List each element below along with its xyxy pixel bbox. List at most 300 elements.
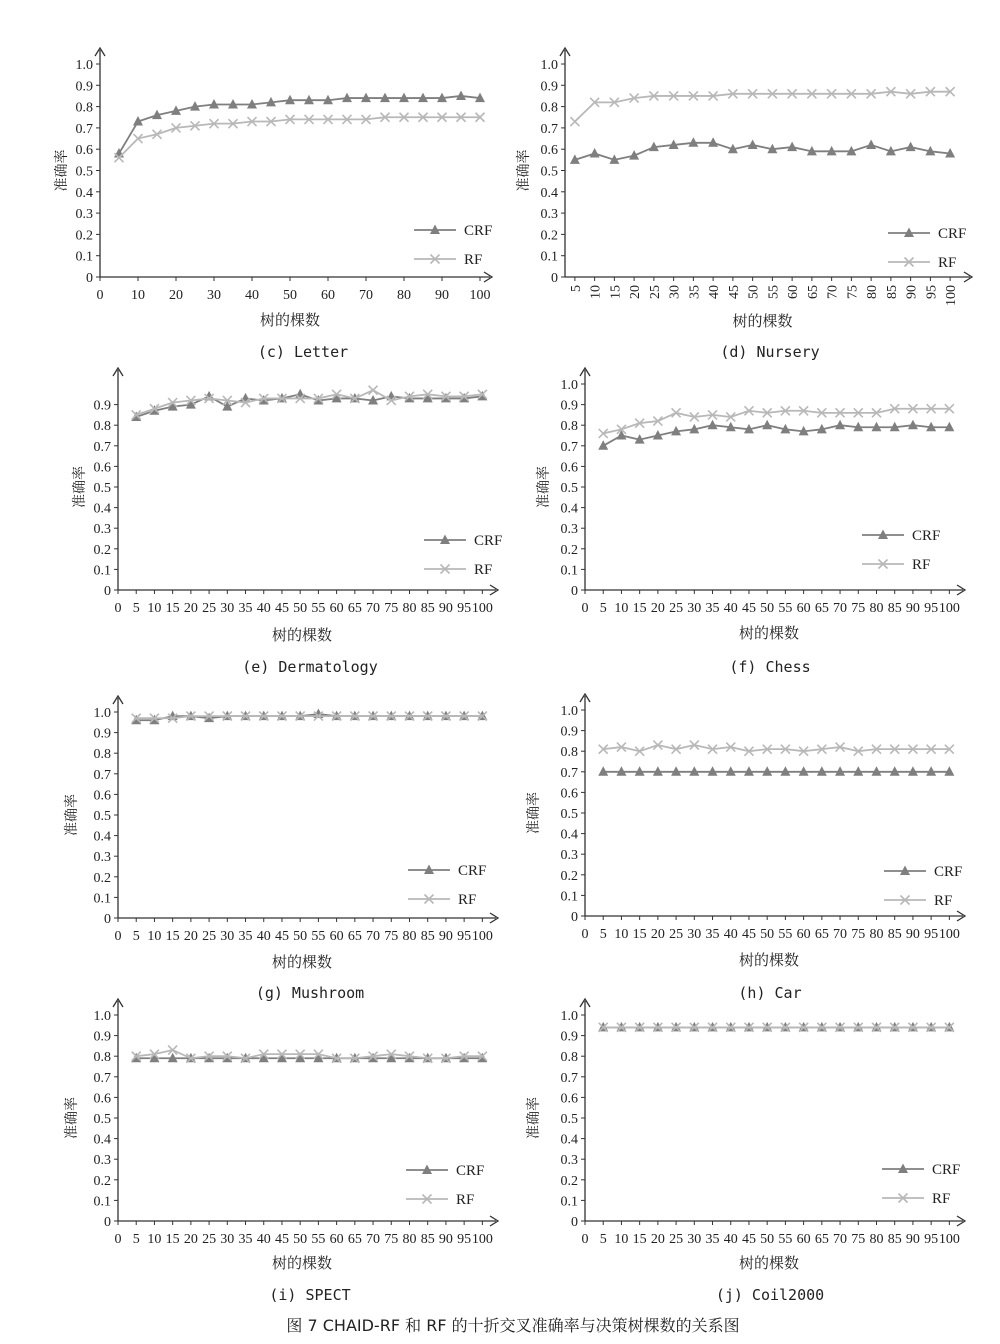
x-tick-label: 60 <box>329 1232 344 1247</box>
y-tick-label: 0.1 <box>93 1194 111 1210</box>
x-tick-label: 70 <box>833 927 848 942</box>
y-tick-label: 0.6 <box>93 788 111 804</box>
x-tick-label: 50 <box>293 601 308 616</box>
x-tick-label: 95 <box>924 285 940 299</box>
data-point-crf <box>477 391 487 401</box>
x-tick-label: 90 <box>905 601 920 616</box>
x-tick-label: 95 <box>924 601 939 616</box>
series-line-rf <box>136 1050 482 1058</box>
x-tick-label: 45 <box>726 285 742 299</box>
x-tick-label: 75 <box>384 1232 399 1247</box>
chart-panel-4 <box>64 696 498 1002</box>
x-tick-label: 5 <box>568 285 584 292</box>
y-tick-label: 0.7 <box>560 765 578 781</box>
x-tick-label: 5 <box>132 601 140 616</box>
x-tick-label: 10 <box>147 601 162 616</box>
y-axis-label: 准确率 <box>516 149 532 192</box>
legend-label-rf: RF <box>938 255 957 271</box>
x-tick-label: 75 <box>851 1232 866 1247</box>
chart-caption: (i) SPECT <box>269 1286 351 1304</box>
x-tick-label: 10 <box>614 601 629 616</box>
x-tick-label: 90 <box>904 285 920 299</box>
x-tick-label: 40 <box>256 929 271 944</box>
x-tick-label: 0 <box>581 601 589 616</box>
y-tick-label: 0.8 <box>93 419 111 435</box>
x-tick-label: 10 <box>588 285 604 299</box>
x-axis-label: 树的棵数 <box>732 312 793 330</box>
x-tick-label: 10 <box>147 1232 162 1247</box>
legend-label-crf: CRF <box>458 863 487 879</box>
y-tick-label: 0.4 <box>93 501 111 517</box>
x-tick-label: 65 <box>814 927 829 942</box>
x-tick-label: 65 <box>814 601 829 616</box>
x-tick-label: 55 <box>311 929 326 944</box>
x-tick-label: 45 <box>274 601 289 616</box>
x-tick-label: 55 <box>766 285 782 299</box>
x-tick-label: 45 <box>741 601 756 616</box>
x-tick-label: 40 <box>723 1232 738 1247</box>
x-tick-label: 80 <box>869 1232 884 1247</box>
x-tick-label: 20 <box>183 929 198 944</box>
y-tick-label: 0.7 <box>540 121 558 137</box>
y-tick-label: 0 <box>571 584 578 599</box>
x-tick-label: 85 <box>884 285 900 299</box>
x-tick-label: 30 <box>220 601 235 616</box>
y-tick-label: 0.5 <box>560 807 578 822</box>
y-tick-label: 0.1 <box>560 1194 578 1210</box>
x-tick-label: 25 <box>669 1232 684 1247</box>
y-tick-label: 0.1 <box>93 563 111 579</box>
x-axis-label: 树的棵数 <box>271 953 333 971</box>
x-axis-label: 树的棵数 <box>738 624 800 642</box>
y-tick-label: 0.2 <box>75 228 93 244</box>
y-tick-label: 0.2 <box>560 1173 578 1189</box>
legend-label-rf: RF <box>474 562 493 578</box>
x-tick-label: 65 <box>814 1232 829 1247</box>
x-tick-label: 35 <box>238 601 253 616</box>
data-point-crf <box>590 148 600 158</box>
x-tick-label: 85 <box>887 927 902 942</box>
x-tick-label: 80 <box>865 285 881 299</box>
data-point-crf <box>456 90 466 100</box>
y-tick-label: 0.9 <box>93 1029 111 1045</box>
y-tick-label: 0.4 <box>93 829 111 845</box>
y-axis-label: 准确率 <box>536 466 552 508</box>
y-tick-label: 0.2 <box>93 1173 111 1189</box>
chart-panel-5 <box>526 694 965 1002</box>
legend-label-rf: RF <box>934 893 953 909</box>
y-tick-label: 0.4 <box>560 827 578 843</box>
chart-caption: (e) Dermatology <box>242 658 378 676</box>
x-tick-label: 30 <box>687 927 702 942</box>
x-tick-label: 75 <box>851 601 866 616</box>
y-axis-label: 准确率 <box>526 792 542 834</box>
y-tick-label: 0.6 <box>560 1091 578 1107</box>
y-tick-label: 0.5 <box>560 1112 578 1127</box>
y-tick-label: 0.5 <box>93 481 111 496</box>
x-tick-label: 90 <box>438 601 453 616</box>
y-tick-label: 0.4 <box>560 1132 578 1148</box>
y-tick-label: 0.3 <box>93 1153 111 1169</box>
y-axis-label: 准确率 <box>54 149 70 192</box>
x-tick-label: 75 <box>384 601 399 616</box>
y-tick-label: 0.5 <box>93 1112 111 1127</box>
chart-panel-3 <box>536 368 965 676</box>
y-tick-label: 0.7 <box>560 439 578 455</box>
y-tick-label: 0.9 <box>560 724 578 740</box>
x-tick-label: 40 <box>723 927 738 942</box>
y-tick-label: 0.2 <box>560 542 578 558</box>
x-tick-label: 75 <box>384 929 399 944</box>
x-tick-label: 55 <box>311 1232 326 1247</box>
y-tick-label: 0.7 <box>560 1070 578 1086</box>
chart-caption: (h) Car <box>738 984 802 1002</box>
y-tick-label: 0.3 <box>75 207 93 223</box>
y-tick-label: 0 <box>104 1215 111 1230</box>
y-tick-label: 0.4 <box>560 501 578 517</box>
legend-label-crf: CRF <box>464 223 493 239</box>
x-tick-label: 95 <box>924 1232 939 1247</box>
data-point-crf <box>906 142 916 152</box>
x-tick-label: 5 <box>599 927 607 942</box>
x-tick-label: 0 <box>114 929 122 944</box>
y-tick-label: 0 <box>104 912 111 927</box>
x-tick-label: 40 <box>256 601 271 616</box>
x-axis-label: 树的棵数 <box>259 311 321 329</box>
x-tick-label: 95 <box>457 601 472 616</box>
chart-caption: (f) Chess <box>729 658 811 676</box>
y-tick-label: 0.9 <box>93 726 111 742</box>
y-tick-label: 0.3 <box>93 522 111 538</box>
x-tick-label: 60 <box>796 927 811 942</box>
y-tick-label: 0.8 <box>560 419 578 435</box>
y-tick-label: 0 <box>571 910 578 925</box>
legend-label-crf: CRF <box>934 864 963 880</box>
x-tick-label: 55 <box>778 601 793 616</box>
y-axis-label: 准确率 <box>64 1097 80 1139</box>
x-tick-label: 65 <box>805 285 821 299</box>
legend-label-rf: RF <box>464 252 483 268</box>
y-tick-label: 1.0 <box>560 704 578 719</box>
x-tick-label: 90 <box>905 927 920 942</box>
x-tick-label: 5 <box>599 1232 607 1247</box>
x-tick-label: 90 <box>438 929 453 944</box>
y-tick-label: 0.8 <box>560 745 578 761</box>
x-tick-label: 40 <box>707 285 723 299</box>
x-tick-label: 20 <box>650 601 665 616</box>
x-tick-label: 60 <box>786 285 802 299</box>
data-point-rf <box>570 117 579 126</box>
x-tick-label: 15 <box>165 929 180 944</box>
x-tick-label: 50 <box>746 285 762 299</box>
x-tick-label: 100 <box>944 285 960 306</box>
x-tick-label: 85 <box>887 601 902 616</box>
data-point-crf <box>598 440 608 450</box>
y-tick-label: 0.3 <box>560 1153 578 1169</box>
chart-panel-1 <box>516 48 972 361</box>
x-tick-label: 65 <box>347 1232 362 1247</box>
y-tick-label: 0.5 <box>93 809 111 824</box>
x-tick-label: 85 <box>420 601 435 616</box>
x-tick-label: 20 <box>169 288 183 303</box>
y-tick-label: 0.9 <box>93 398 111 414</box>
x-tick-label: 75 <box>851 927 866 942</box>
y-tick-label: 0.9 <box>560 1029 578 1045</box>
x-tick-label: 30 <box>207 288 221 303</box>
y-tick-label: 0.6 <box>540 143 558 159</box>
y-tick-label: 0.1 <box>560 889 578 905</box>
legend-label-crf: CRF <box>932 1162 961 1178</box>
x-tick-label: 100 <box>469 288 491 303</box>
y-tick-label: 0.4 <box>93 1132 111 1148</box>
x-tick-label: 70 <box>366 929 381 944</box>
x-tick-label: 70 <box>366 601 381 616</box>
y-tick-label: 0.8 <box>75 100 93 116</box>
x-tick-label: 70 <box>825 285 841 299</box>
y-axis-label: 准确率 <box>72 466 88 508</box>
x-tick-label: 30 <box>667 285 683 299</box>
y-tick-label: 0.9 <box>560 398 578 414</box>
y-tick-label: 0.7 <box>93 767 111 783</box>
x-tick-label: 30 <box>220 929 235 944</box>
x-tick-label: 0 <box>96 288 104 303</box>
x-tick-label: 25 <box>669 927 684 942</box>
x-tick-label: 35 <box>687 285 703 299</box>
y-tick-label: 1.0 <box>560 1009 578 1024</box>
x-tick-label: 25 <box>202 601 217 616</box>
x-tick-label: 70 <box>833 601 848 616</box>
chart-caption: (d) Nursery <box>720 343 820 361</box>
y-tick-label: 0.3 <box>93 850 111 866</box>
y-tick-label: 0.6 <box>93 460 111 476</box>
data-point-crf <box>295 389 305 399</box>
x-tick-label: 75 <box>845 285 861 299</box>
x-tick-label: 95 <box>457 929 472 944</box>
y-tick-label: 0.6 <box>560 786 578 802</box>
x-tick-label: 45 <box>274 1232 289 1247</box>
x-tick-label: 85 <box>420 929 435 944</box>
x-tick-label: 60 <box>329 929 344 944</box>
x-tick-label: 70 <box>366 1232 381 1247</box>
x-tick-label: 55 <box>311 601 326 616</box>
x-tick-label: 55 <box>778 927 793 942</box>
y-tick-label: 0.3 <box>560 848 578 864</box>
y-tick-label: 0.6 <box>75 143 93 159</box>
y-tick-label: 0.9 <box>75 79 93 95</box>
x-tick-label: 30 <box>687 601 702 616</box>
x-tick-label: 10 <box>131 288 145 303</box>
x-tick-label: 45 <box>741 1232 756 1247</box>
y-tick-label: 0.5 <box>560 481 578 496</box>
x-tick-label: 20 <box>183 1232 198 1247</box>
x-tick-label: 20 <box>628 285 644 299</box>
x-tick-label: 85 <box>420 1232 435 1247</box>
legend-label-rf: RF <box>456 1192 475 1208</box>
x-tick-label: 60 <box>329 601 344 616</box>
x-tick-label: 0 <box>581 927 589 942</box>
y-tick-label: 1.0 <box>560 378 578 393</box>
x-axis-label: 树的棵数 <box>738 951 800 969</box>
y-tick-label: 0.8 <box>93 747 111 763</box>
x-tick-label: 15 <box>632 601 647 616</box>
y-tick-label: 1.0 <box>93 706 111 721</box>
x-tick-label: 90 <box>905 1232 920 1247</box>
x-tick-label: 100 <box>938 1232 960 1247</box>
x-tick-label: 100 <box>938 601 960 616</box>
x-tick-label: 80 <box>397 288 411 303</box>
y-tick-label: 0 <box>571 1215 578 1230</box>
x-tick-label: 25 <box>647 285 663 299</box>
x-tick-label: 35 <box>705 601 720 616</box>
data-point-crf <box>748 139 758 149</box>
x-tick-label: 80 <box>869 601 884 616</box>
data-point-crf <box>114 148 124 158</box>
data-point-crf <box>866 139 876 149</box>
x-tick-label: 15 <box>632 1232 647 1247</box>
y-tick-label: 0.2 <box>560 868 578 884</box>
x-tick-label: 5 <box>132 1232 140 1247</box>
x-tick-label: 5 <box>599 601 607 616</box>
y-tick-label: 0.3 <box>540 207 558 223</box>
x-tick-label: 50 <box>760 1232 775 1247</box>
x-tick-label: 95 <box>924 927 939 942</box>
chart-panel-6 <box>64 999 498 1304</box>
x-tick-label: 15 <box>608 285 624 299</box>
y-tick-label: 0.7 <box>75 121 93 137</box>
y-tick-label: 0.8 <box>93 1050 111 1066</box>
x-tick-label: 50 <box>293 929 308 944</box>
x-tick-label: 35 <box>705 927 720 942</box>
y-tick-label: 0.2 <box>93 542 111 558</box>
x-tick-label: 25 <box>202 1232 217 1247</box>
data-point-rf <box>369 386 378 395</box>
x-tick-label: 40 <box>256 1232 271 1247</box>
x-tick-label: 20 <box>650 1232 665 1247</box>
x-tick-label: 15 <box>165 601 180 616</box>
data-point-crf <box>762 420 772 430</box>
x-tick-label: 5 <box>132 929 140 944</box>
y-tick-label: 0.6 <box>560 460 578 476</box>
y-tick-label: 0.5 <box>75 164 93 180</box>
x-tick-label: 60 <box>796 1232 811 1247</box>
x-tick-label: 35 <box>705 1232 720 1247</box>
y-axis-label: 准确率 <box>64 794 80 836</box>
x-tick-label: 35 <box>238 929 253 944</box>
x-tick-label: 30 <box>687 1232 702 1247</box>
y-tick-label: 0.4 <box>540 185 558 201</box>
x-axis-label: 树的棵数 <box>271 626 333 644</box>
data-point-crf <box>616 430 626 440</box>
x-tick-label: 0 <box>581 1232 589 1247</box>
chart-caption: (j) Coil2000 <box>715 1286 825 1304</box>
data-point-crf <box>908 420 918 430</box>
x-tick-label: 60 <box>796 601 811 616</box>
x-tick-label: 10 <box>614 927 629 942</box>
x-tick-label: 100 <box>471 1232 493 1247</box>
y-axis-label: 准确率 <box>526 1097 542 1139</box>
x-tick-label: 70 <box>359 288 373 303</box>
x-tick-label: 25 <box>669 601 684 616</box>
x-tick-label: 100 <box>938 927 960 942</box>
x-tick-label: 25 <box>202 929 217 944</box>
x-tick-label: 45 <box>274 929 289 944</box>
x-axis-label: 树的棵数 <box>271 1254 333 1272</box>
y-tick-label: 0 <box>86 271 93 286</box>
x-tick-label: 100 <box>471 929 493 944</box>
x-tick-label: 90 <box>438 1232 453 1247</box>
x-tick-label: 15 <box>632 927 647 942</box>
y-tick-label: 0.9 <box>540 79 558 95</box>
x-tick-label: 45 <box>741 927 756 942</box>
legend-label-crf: CRF <box>456 1163 485 1179</box>
y-tick-label: 0.7 <box>93 439 111 455</box>
x-tick-label: 10 <box>614 1232 629 1247</box>
y-tick-label: 0 <box>551 271 558 286</box>
y-tick-label: 0.3 <box>560 522 578 538</box>
x-tick-label: 0 <box>114 1232 122 1247</box>
x-axis-label: 树的棵数 <box>738 1254 800 1272</box>
y-tick-label: 0.7 <box>93 1070 111 1086</box>
y-tick-label: 0.1 <box>93 891 111 907</box>
y-tick-label: 0.8 <box>540 100 558 116</box>
x-tick-label: 40 <box>245 288 259 303</box>
y-tick-label: 0.1 <box>560 563 578 579</box>
x-tick-label: 100 <box>471 601 493 616</box>
legend-label-rf: RF <box>458 892 477 908</box>
y-tick-label: 1.0 <box>93 1009 111 1024</box>
x-tick-label: 65 <box>347 929 362 944</box>
x-tick-label: 80 <box>402 1232 417 1247</box>
x-tick-label: 20 <box>650 927 665 942</box>
x-tick-label: 70 <box>833 1232 848 1247</box>
x-tick-label: 90 <box>435 288 449 303</box>
y-tick-label: 0.2 <box>540 228 558 244</box>
figure-caption: 图 7 CHAID-RF 和 RF 的十折交叉准确率与决策树棵数的关系图 <box>286 1316 740 1335</box>
chart-caption: (g) Mushroom <box>255 984 365 1002</box>
chart-panel-7 <box>526 999 965 1304</box>
y-tick-label: 1.0 <box>540 58 558 73</box>
y-tick-label: 0.6 <box>93 1091 111 1107</box>
x-tick-label: 15 <box>165 1232 180 1247</box>
x-tick-label: 60 <box>321 288 335 303</box>
y-tick-label: 0.5 <box>540 164 558 180</box>
x-tick-label: 20 <box>183 601 198 616</box>
y-tick-label: 1.0 <box>75 58 93 73</box>
x-tick-label: 95 <box>457 1232 472 1247</box>
data-point-crf <box>787 142 797 152</box>
legend-label-crf: CRF <box>912 528 941 544</box>
x-tick-label: 80 <box>869 927 884 942</box>
y-tick-label: 0.8 <box>560 1050 578 1066</box>
x-tick-label: 0 <box>114 601 122 616</box>
x-tick-label: 65 <box>347 601 362 616</box>
y-tick-label: 0.2 <box>93 870 111 886</box>
x-tick-label: 80 <box>402 601 417 616</box>
x-tick-label: 50 <box>760 601 775 616</box>
series-line-rf <box>119 117 480 157</box>
chart-caption: (c) Letter <box>257 343 349 361</box>
x-tick-label: 50 <box>283 288 297 303</box>
legend-label-crf: CRF <box>474 533 503 549</box>
legend-label-rf: RF <box>932 1191 951 1207</box>
y-tick-label: 0 <box>104 584 111 599</box>
data-point-crf <box>708 420 718 430</box>
x-tick-label: 55 <box>778 1232 793 1247</box>
chart-panel-0 <box>54 48 492 361</box>
x-tick-label: 30 <box>220 1232 235 1247</box>
x-tick-label: 10 <box>147 929 162 944</box>
x-tick-label: 40 <box>723 601 738 616</box>
